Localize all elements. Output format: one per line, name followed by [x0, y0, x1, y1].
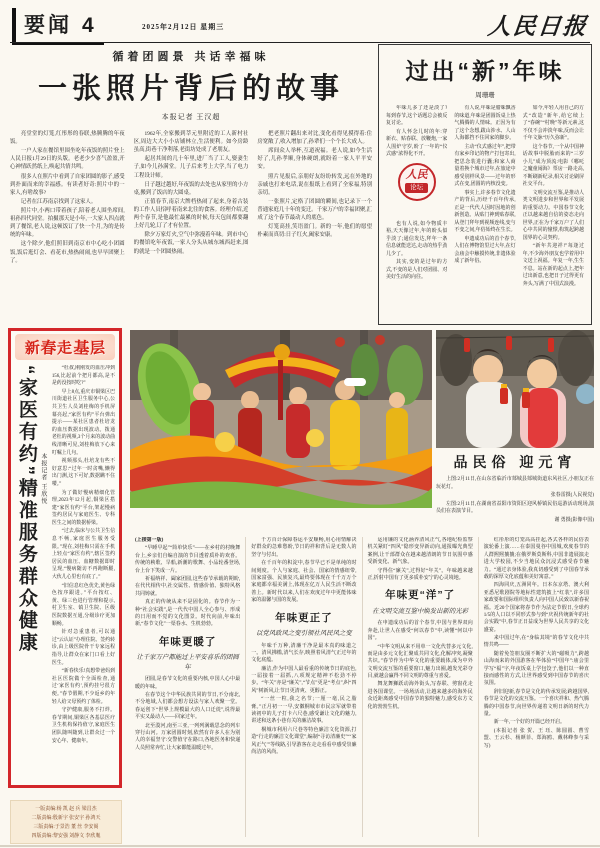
page-header	[12, 6, 588, 40]
paragraph: 视频那头,杜培龙有些不好意思:“过年一时贪嘴,懒得出门测,这下可好,数据瞒不住喽。”	[51, 459, 115, 487]
paragraph: 如今,年轻人用自己的方式“改造”新年,给它续上了“春碗”“村晚”等新元素,这不仅不会冲淡年味,反而会让千年文脉“历久弥新”。	[522, 106, 584, 141]
paragraph: 年味儿多了还是淡了?每到春节,这个话题总会被反复讨论。	[386, 106, 448, 126]
paragraph: “过去,临床与公共卫生信息不畅,家庭医生服务受限。”现在,刘桂梅只需在手机上轻点“家医有约”,辖区签约居民的血压、血糖数据即时呈现,“慢病随访不再跑断腿,大伙儿心里也有底了。”	[51, 529, 115, 581]
paragraph: 起居其间的几十年里,进厂当了工人,娶妻生子,如今儿孙满堂。儿子后来考上大学,当了电力工程设计师。	[133, 156, 249, 179]
paragraph: 照片中,小两口带着孩子,陪着老人围坐席间,祖孙四代同堂。拍摄那天是小年,一大家人四点就到了餐馆,老人说,这顿饭订了快一个月,为的是传统的年味。	[10, 207, 125, 239]
paragraph: 在春节这个中华民族共同的节日,不分南北,不分地域,人们都会想方设法与家人欢聚一堂。春运创下“世界上规模最大的人口迁徙”,说得最平实又最动人——回家过年。	[135, 692, 241, 721]
paragraph: 日子越过越好,年夜饭的去处也从家里的小方桌,搬到了饭店的大圆桌。	[133, 181, 249, 196]
paragraph: 运用廉的文化涵养清风正气,各地纪检监察机关紧盯“四风”隐形变异新动向,通报曝光典型案例,让干部群众在越来越清朗的节日氛围中感受新变化、新气象。	[367, 538, 473, 566]
paragraph: “杜叔,刚刚发的血压冲到156,比起前个把月都高,是不是药没按时吃?”	[51, 366, 115, 387]
paragraph: 真正的传统从来不是固化的。春节作为一种“社会实践”,是一代代中国人全心参与、形成的日用而不觉的文化图景。时代向前,年味出新,“春节文化”一渠春水、生机勃勃。	[135, 600, 241, 628]
lead-column-3	[257, 130, 372, 336]
paragraph: 很多人在照片中看到了自家团圆的影子,感受到扑面而来的幸福感。有读者好奇:照片中的一家人,有啥故事?	[10, 173, 125, 196]
continuation-column-4	[478, 537, 594, 837]
paragraph: 四海同庆,五洲同年。日本东京塔、澳大利亚悉尼歌剧院等地标性建筑披上“红装”,许多国家政要和国际组织负责人向中国人民致以新春祝福。近20个国家将春节作为法定节假日,全球约1/5的人口以不同形式参与到“庆祝传统新年的社会实践”中,春节正日益成为世界人民共享的文化盛宴。	[483, 583, 589, 633]
page-number: 4	[82, 14, 94, 37]
paragraph: 在申遗成功后的首个春节,中国与世界双向奔赴,让世人在感受“何以春节”中,读懂“何以中国”。	[367, 621, 473, 642]
lead-columns	[10, 130, 372, 336]
paragraph: 千方百计保障春运平安顺畅,用心用情解决好群众的急难愁盼,节日的祥和背后是无数人的坚守与付出。	[251, 538, 357, 558]
continuation-column-3	[362, 537, 478, 837]
paragraph: 一张照片,定格了团圆的瞬间,也记录下一个普通家庭几十年的变迁。千家万户的幸福团聚,汇成了这个春节最动人的底色。	[257, 198, 372, 222]
paragraph: “旧信息红色优先,黄色绿色按序跟进。”平台按红、黄、绿三色进行管理和提示,村卫生室、镇卫生院、区级医院数据互通,分级诊疗更加顺畅。	[51, 583, 115, 627]
children-lanterns-photo	[436, 330, 594, 448]
forum-columns	[386, 105, 584, 317]
renmin-luntan-logo	[396, 163, 438, 217]
paragraph: 为了做好慢病精细化管理,2023年12月起,铜梁区搭建“家医有约”平台,架起慢病签约居民与家庭医生、专科医生之间的数据桥梁。	[51, 490, 115, 526]
paragraph: 也有人说,如今物质丰裕,天天像过年,年的盼头似乎淡了;通信发达,拜年一条信息就能送达,走动的热乎劲儿少了。	[386, 221, 448, 257]
festival-parade-photo	[130, 330, 432, 508]
paragraph: 以党风政风之变引领社风民风之变	[255, 630, 352, 638]
continuation-column-2	[245, 537, 361, 837]
lead-article	[10, 48, 372, 324]
paragraph: 张春雷摄(人民视觉)	[550, 493, 594, 498]
festival-parade-illustration	[130, 330, 432, 508]
children-lanterns-illustration	[436, 330, 594, 448]
sub-headline: 年味更暖了	[158, 635, 217, 648]
paragraph: 年味千万种,清廉干净是最本真的味道之一。清风拂槛,清气长存,映照着风清气正过年的文化底蕴。	[251, 643, 357, 664]
forum-logo-circle	[398, 163, 436, 201]
paragraph: 照片见报后,亲朋好友纷纷转发,远在外地的亲戚也打来电话,说在报纸上看到了全家福,特别亲切。	[257, 173, 372, 196]
paragraph: 把老照片翻出来对比,变化看得见摸得着:住房宽敞了,收入增加了,孙辈们一个个长大成人。	[257, 131, 372, 146]
paragraph: 在千百年的积淀中,春节早已不是单纯的时间刻度。个人与家庭、社会、国家的情感纽带,国家富强、民族复兴,最终要体现在千千万万个家庭都幸福美满上,体现在亿万人民生活不断改善上。新时代以来,人们在欢度过年中更能体味家的温馨与国的发展。	[251, 561, 357, 604]
paragraph: 祈福纳祥、阖家团圆,这些春节承载的期盼,在代代相传中,社交属性、情感价值、独特风格共同铸就。	[135, 576, 241, 597]
paragraph: “一丝一粒,我之名节;一厘一毫,民之脂膏。”正月初一一早,安徽桐城市市民宗军就带着读初中的儿子打卡六尺巷,感受谦让文化的魅力,讲述和这条小巷有关的廉洁故事。	[251, 697, 357, 725]
continuation-article	[130, 537, 594, 837]
paragraph: 正值春节,南京大牌档热闹了起来,身着古装的工作人员招呼着南来北往的食客。经理介绍,近两个春节,是他最忙最累的时候,每天包间都要翻上好几轮,订了才有位置。	[133, 198, 249, 230]
paragraph: “中华文明从来不用单一文化代替多元文化,而是由多元文化汇聚成共同文化,化解冲突,凝聚共识。”春节作为中华文化的重要载体,成为中外文明交流互鉴的重要窗口,魅力出圈,越发光彩夺目,就越会赢得不同文明的尊重与喜爱。	[367, 644, 473, 680]
paragraph: 文明交流互鉴,是推动人类文明进步和世界和平发展的重要动力。中国春节文化正以越来越自信的姿态走向世界,正在为千家万户了人们心中共同的憧憬,构筑起跨越国界的心灵契约。	[522, 190, 584, 241]
paragraph: 在文明交流互鉴中焕发出新的光彩	[372, 607, 469, 615]
lead-headline: 一张照片背后的故事	[37, 73, 344, 105]
editors-box	[10, 800, 122, 844]
paragraph: 三版责编:于景浩 董 丝 李安阁	[33, 825, 99, 830]
forum-column-1	[386, 105, 447, 317]
paragraph: 二版责编:殷新宇 张安宇 孙鸿天	[31, 816, 101, 821]
paragraph: 有人怀念儿时的年:穿新衣、贴春联、放鞭炮,一家人围炉守岁,盼了一年的“仪式感”浓得化不开。	[386, 129, 448, 157]
paragraph: “新春快乐!真想带爸妈到社区医院做个全面检查,通过‘家医有约’,预约挂号很方便。”春节假期,不少返乡的年轻人给父母预约了体检。	[51, 669, 115, 705]
paragraph: 席间众人举杯,互道祝福。老人说,如今生活好了,儿孙孝顺,身体硬朗,就盼着一家人平平安安。	[257, 148, 372, 171]
paragraph: 针对急重患者,可以通过“云认证”办理住院、签约转诊,由上级医院骨干专家远程指导,让群众在家门口看上好医生。	[51, 630, 115, 666]
lead-kicker: 循着团圆景 共话幸福味	[112, 51, 270, 63]
sub-headline: 年味更“洋”了	[385, 589, 456, 602]
xinchun-zoujiceng-badge: 新 春 走 基 层	[15, 334, 115, 360]
paragraph: 新一年,一个好的开篇已经开启。	[493, 720, 566, 726]
photo-caption	[436, 452, 594, 525]
paragraph: 守护健康,服务不打烊。春节期间,铜梁区各基层医疗卫生机构保持值守,家庭医生团队随叫随到,让群众过一个安心年、健康年。	[51, 708, 115, 744]
paragraph: 随着免签朋友圈不断扩大的“磁吸力”,跨越山海而来的外国游客在华体验“中国年”:庙会里学写“福”字,年夜饭桌上学包饺子,他们以一种直接而感性的方式,让世界感受到中国春节的喜庆氛围。	[483, 651, 589, 687]
continuation-column-1	[130, 537, 245, 837]
section-title: 要闻	[24, 14, 72, 37]
forum-column-2	[454, 105, 515, 317]
vertical-headline: “家医有约”精准服务群众健康	[15, 365, 37, 654]
paragraph: 除夕万家灯火,空气中弥漫着年味。到市中心的餐馆吃年夜饭,一家人分头从城东城西赶来,图的就是一个团圆热闹。	[133, 232, 249, 255]
paragraph: 让千家万户都能过上平安喜乐的团圆年	[136, 654, 239, 671]
paragraph: 事实上,许多春节文化遗产的背后,历经千百年传承,正是一代代人因时因地的创新创造。从贴门神到贴春联,从登门拜年到视频连线,变与不变之间,年俗始终在生长。	[454, 190, 516, 233]
paragraph: 一户人家在餐馆里围坐吃年夜饭的照片登上人民日报1月29日的头版。老老少少喜气盈盈,开心神情跃然纸上,唤起共情共鸣。	[10, 148, 125, 171]
caption-text	[436, 476, 594, 524]
paragraph: 1962年,全家搬到莘元里附近的工人新村社区,周边大大小小店铺林立,生活便利。如今房龄虽高,街巷干净利落,老街坊处成了老朋友。	[133, 131, 249, 154]
forum-headline: 过出“新”年味	[405, 58, 565, 84]
vertical-byline: 本报记者 王欣悦	[39, 453, 46, 505]
paragraph: “新年共迎祥!”每逢过年,不少海外朋友也学着用中文送上祝福。年复一年,生生不息。站在新的起点上,把年过出新意,也把日子过得更有奔头,写满了中国式浪漫。	[522, 244, 584, 287]
paragraph: 红彤彤的灯笼高高挂起,各式各样的民俗表演轮番上演……在泰国曼谷中国城,欢度春节的人群熙熙攘攘;在俄罗斯莫斯科,中国非遗展演走进大学校园,不少当地民众沉浸式感受春节魅力。“通过亲身体验,我真切感受到了中国春节承载的深厚文化底蕴和美好寓意。”	[483, 538, 589, 580]
paragraph: 四版责编:黎安强 刘静文 李欣胤	[31, 834, 101, 839]
paragraph: 北至漠河,南至三亚,一列列满载思念的列车穿行山河。万家团圆时刻,依然有许多人在为别人的幸福坚守:交警值守在路口,各地医务和快递人员照常奔忙,让大家都能温暖过年。	[135, 723, 241, 751]
forum-byline: 周珊珊	[475, 92, 495, 99]
family-doctor-text	[52, 365, 115, 777]
paragraph: 上图:2月11日,在山东省临沂市郯城县郯城街道东风社区,小朋友正在玩花灯。	[436, 477, 594, 490]
sub-headline: 年味更正了	[275, 611, 333, 624]
paragraph: 这个除夕,他们照旧到南京市中心吃小团圆饭,饭后逛灯会、看花市,热热闹闹,也早早团聚上了。	[10, 241, 125, 264]
forum-column-3	[523, 105, 584, 317]
paragraph: 这个春节,一个从中国神话故事中脱胎而来的“三岁小儿”成为顶流:电影《哪吒之魔童闹海》票房一路走高,不断刷新纪录,相关讨论刷屏社交平台。	[522, 144, 584, 187]
paragraph: 来中国过年,在“身临其境”的春节文化中共情共鸣——	[483, 636, 589, 649]
paragraph: (本报记者 张 贺、王 珏、陈圆圆、曹雪盟、王云杉、杨颜菲、郑海鸥、戴林峰参与采写)	[483, 728, 589, 749]
paragraph: 廉洁,作为中国人最看重的传统节日的底色,一届接着一届抓,八项规定精神不松劲不停步。“年关”亦是“廉关”,“节点”更是“考点”,纠“四风”树新风,让节日更清爽、更醇正。	[251, 666, 357, 694]
paragraph: 辞旧迎新,春节是文化的传承发展;跨越国界,春节是文化的交流互鉴。一个喜庆祥和、热气腾腾的中国春节,向世界传递着文明日新的时代力量。	[483, 689, 589, 717]
masthead-logo: 人民日报	[486, 14, 590, 39]
forum-article-box	[378, 44, 592, 325]
paragraph: 谢 勇摄(影像中国)	[554, 517, 594, 523]
forum-logo-text-top: 人民	[405, 169, 428, 182]
paragraph: “早睡早起”“简单快乐”——在乡村的村晚舞台上,乡亲们自编自演的节目透着质朴的欢喜。传统的秧歌、旱船,新潮的歌舞、小品轮番登场,台上台下笑成一片。	[135, 546, 241, 574]
section-box	[12, 8, 104, 45]
forum-logo-text-bottom: 论坛	[405, 183, 428, 193]
paragraph: 左图:2月11日,在湖南省益阳市资阳区迎风桥镇民俗巡游活动现场,演员们在表演节目。	[436, 501, 594, 514]
paragraph: 有人说,年味是腊味飘香的味道,年味是团圆饭桌上热气腾腾的人情味。正因为有了这个念想,跋山涉水、人山人海都挡不住回家的脚步。	[454, 106, 516, 141]
paragraph: 灯笼高挂,笑语盈门。新的一年,他们的愿望朴素而真切:日子红火,阖家安康。	[257, 224, 372, 239]
footer-rule	[0, 845, 600, 847]
paragraph: 亮堂堂的灯笼,红彤彤的春联,热腾腾的年夜饭。	[10, 131, 125, 146]
paragraph: 团圆,是春节文化的重要内核,中国人心中最暖的年味。	[135, 677, 241, 690]
caption-title: 品民俗 迎元宵	[453, 454, 577, 470]
paragraph: 主动“仪式感过年”,把带有家乡印记的物产打包寄出,把思念装进行囊;和家人商量着换个城市过年,在旅途中感受别样风景——过年的形式在变,团圆的内核没变。	[454, 144, 516, 187]
family-doctor-body	[15, 365, 115, 777]
header-rule	[10, 42, 590, 43]
paragraph: 舞龙舞狮跃动海外街头,写春联、剪窗花走进各国课堂。一场场活动,让越来越多的海外民众近距离感受中国春节的独特魅力,感受东方文化的勃勃生机。	[367, 682, 473, 710]
lead-byline: 本报记者 王汉超	[161, 113, 221, 121]
paragraph: 守得住“廉关”,过得好“年关”。年味越来越正,折射中国有了更多质朴安宁的心灵境地。	[367, 568, 473, 581]
paragraph: 记者在江苏南京找到了这家人。	[20, 198, 97, 205]
lead-column-1	[10, 130, 125, 336]
paragraph: 其实,变的是过年的方式,不变的是人们对团圆、对美好生活的向往。	[386, 260, 448, 280]
lead-column-2	[134, 130, 249, 336]
issue-date: 2025年2月12日 星期三	[142, 23, 225, 31]
paragraph: 一版责编:杨 凯 赵 兵 梁昌杰	[35, 807, 97, 812]
paragraph: 桐城市利用六尺巷等特色廉洁文化资源,打造“行走的廉洁文化课堂”,编制“寻访清廉史”“‘家风正气’”等线路,引导游客在走走看看中感受崇廉尚洁的风尚。	[251, 727, 357, 755]
paragraph: 申遗成功后的首个春节,人们在博物馆里过大年,在灯会庙会中触摸传统,非遗体验成了新年俗。	[454, 236, 516, 264]
family-doctor-article-box	[8, 328, 122, 788]
paragraph: 早上8点,重庆市铜梁区巴川街道社区卫生服务中心,公共卫生人员刘桂梅的手机屏幕亮起,“家医有约”平台弹出提示——某社区患者杜培龙的血压数据出现波动。拨通老杜的视频,3个月来的波动曲线清晰可见,刘桂梅放下心来叮嘱上几句。	[51, 389, 115, 456]
paragraph: (上接第一版)	[135, 538, 164, 543]
